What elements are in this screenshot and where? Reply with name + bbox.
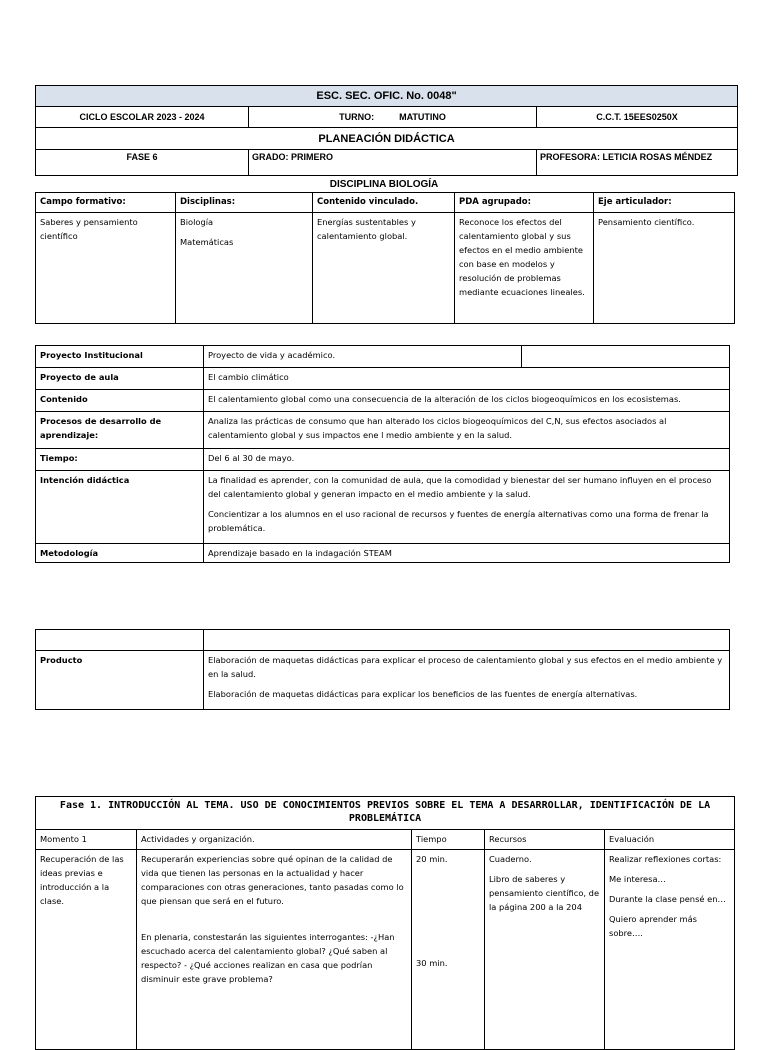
time-text: 20 min.	[416, 854, 448, 864]
disciplinas-value	[176, 213, 313, 324]
product-label: Producto	[36, 651, 204, 710]
row-value: Del 6 al 30 de mayo.	[204, 449, 730, 471]
summary-table	[35, 192, 735, 324]
row-value: El cambio climático	[204, 368, 730, 390]
activity-text: En plenaria, constestarán las siguientes interrogantes: -¿Han escuchado acerca del calentamiento global? ¿Qué saben al respecto? - ¿Qué acciones realizan en casa que podrían disminuir este grave problema?	[141, 932, 395, 984]
school-cct: C.C.T. 15EES0250X	[537, 107, 738, 128]
row-label: Intención didáctica	[36, 471, 204, 544]
contenido-value: Energías sustentables y calentamiento global.	[313, 213, 455, 324]
row-value: Proyecto de vida y académico.	[204, 346, 522, 368]
phase-label: FASE 6	[36, 150, 249, 176]
empty-cell	[204, 630, 730, 651]
project-table	[35, 345, 730, 563]
row-value: Aprendizaje basado en la indagación STEAM	[204, 544, 730, 563]
evaluacion-value	[605, 850, 735, 1050]
product-text: Elaboración de maquetas didácticas para explicar el proceso de calentamiento global y sus efectos en el medio ambiente y en la salud.	[208, 655, 723, 679]
momento-value: Recuperación de las ideas previas e introducción a la clase.	[36, 850, 137, 1050]
header-recursos: Recursos	[485, 830, 605, 850]
phase1-title: Fase 1. INTRODUCCIÓN AL TEMA. USO DE CONOCIMIENTOS PREVIOS SOBRE EL TEMA A DESARROLLAR, IDENTIFICACIÓN DE LA PROBLEMÁTICA	[36, 797, 735, 830]
row-label: Procesos de desarrollo de aprendizaje:	[36, 412, 204, 449]
row-label: Tiempo:	[36, 449, 204, 471]
header-eje: Eje articulador:	[594, 193, 735, 213]
time-text: 30 min.	[416, 958, 448, 968]
eval-text: Quiero aprender más sobre….	[609, 914, 697, 938]
phase1-table	[35, 796, 735, 1050]
row-label: Contenido	[36, 390, 204, 412]
row-value: Analiza las prácticas de consumo que han alterado los ciclos biogeoquímicos del C,N, sus efectos asociados al calentamiento global y sus impactos ene l medio ambiente y en la salud.	[204, 412, 730, 449]
product-text: Elaboración de maquetas didácticas para explicar los beneficios de las fuentes de energía alternativas.	[208, 689, 638, 699]
eje-value: Pensamiento científico.	[594, 213, 735, 324]
row-value: El calentamiento global como una consecuencia de la alteración de los ciclos biogeoquímicos en los ecosistemas.	[204, 390, 730, 412]
header-contenido: Contenido vinculado.	[313, 193, 455, 213]
empty-cell	[522, 346, 730, 368]
intention-text: Concientizar a los alumnos en el uso racional de recursos y fuentes de energía alternativas como una forma de frenar la problemática.	[208, 509, 709, 533]
disciplina-item: Matemáticas	[180, 237, 234, 247]
row-value	[204, 471, 730, 544]
school-name: ESC. SEC. OFIC. No. 0048"	[36, 86, 738, 107]
recursos-value	[485, 850, 605, 1050]
resource-text: Libro de saberes y pensamiento científico, de la página 200 a la 204	[489, 874, 600, 912]
product-value	[204, 651, 730, 710]
product-table	[35, 629, 730, 710]
grade-label: GRADO: PRIMERO	[249, 150, 537, 176]
activity-text: Recuperarán experiencias sobre qué opinan de la calidad de vida que tienen las personas en la actualidad y hacer comparaciones con otras generaciones, tanto pasadas como lo que piensan que será en el futuro.	[141, 854, 404, 906]
row-label: Proyecto de aula	[36, 368, 204, 390]
header-momento: Momento 1	[36, 830, 137, 850]
header-pda: PDA agrupado:	[455, 193, 594, 213]
header-campo: Campo formativo:	[36, 193, 176, 213]
intention-text: La finalidad es aprender, con la comunidad de aula, que la comodidad y bienestar del ser humano influyen en el proceso del calentamiento global y generan impacto en el medio ambiente y la salud.	[208, 475, 712, 499]
school-cycle: CICLO ESCOLAR 2023 - 2024	[36, 107, 249, 128]
resource-text: Cuaderno.	[489, 854, 532, 864]
school-shift: TURNO: MATUTINO	[249, 107, 537, 128]
header-evaluacion: Evaluación	[605, 830, 735, 850]
header-disciplinas: Disciplinas:	[176, 193, 313, 213]
eval-text: Me interesa…	[609, 874, 666, 884]
discipline-title: DISCIPLINA BIOLOGÍA	[329, 179, 439, 190]
doc-title: PLANEACIÓN DIDÁCTICA	[36, 128, 738, 150]
row-label: Metodología	[36, 544, 204, 563]
eval-text: Realizar reflexiones cortas:	[609, 854, 722, 864]
teacher-label: PROFESORA: LETICIA ROSAS MÉNDEZ	[537, 150, 738, 176]
campo-value: Saberes y pensamiento científico	[36, 213, 176, 324]
empty-cell	[36, 630, 204, 651]
header-table	[35, 85, 738, 176]
tiempo-value	[412, 850, 485, 1050]
actividades-value	[137, 850, 412, 1050]
row-label: Proyecto Institucional	[36, 346, 204, 368]
pda-value: Reconoce los efectos del calentamiento global y sus efectos en el medio ambiente con base en modelos y resolución de problemas mediante ecuaciones lineales.	[455, 213, 594, 324]
eval-text: Durante la clase pensé en…	[609, 894, 726, 904]
header-tiempo: Tiempo	[412, 830, 485, 850]
header-actividades: Actividades y organización.	[137, 830, 412, 850]
disciplina-item: Biología	[180, 217, 214, 227]
